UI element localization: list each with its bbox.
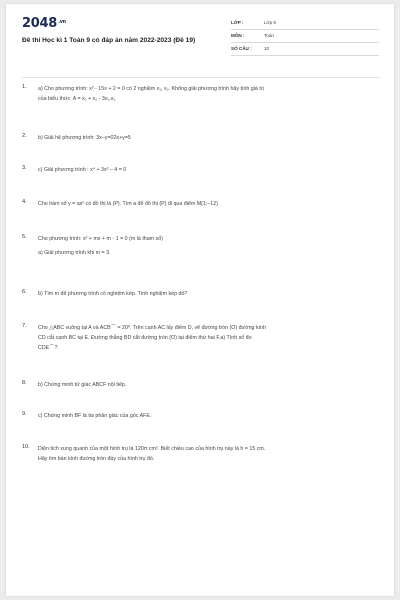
question-number: 4. — [22, 199, 27, 205]
question-body — [38, 165, 378, 175]
meta-row-subject — [231, 30, 379, 43]
meta-value: Lớp 9 — [264, 20, 276, 25]
question-number: 2. — [22, 133, 27, 139]
question-number: 9. — [22, 411, 27, 417]
question-text: CDE⌒? — [38, 345, 58, 351]
question-text: c) Giải phương trình : x⁴ + 3x² – 4 = 0 — [38, 167, 127, 173]
site-logo[interactable] — [22, 16, 66, 31]
question-text: b) Giải hệ phương trình: 3x–y=02x+y=5 — [38, 135, 131, 141]
question-number: 10. — [22, 444, 30, 450]
logo-suffix: .vn — [57, 19, 66, 25]
meta-value: 10 — [264, 46, 270, 51]
meta-row-grade — [231, 17, 379, 30]
question-body — [38, 444, 378, 464]
question-number: 6. — [22, 289, 27, 295]
meta-value: Toán — [264, 33, 274, 38]
question-number: 8. — [22, 380, 27, 386]
exam-meta — [231, 17, 379, 56]
question-number: 7. — [22, 323, 27, 329]
question-number: 5. — [22, 234, 27, 240]
meta-row-count — [231, 43, 379, 56]
question-text: Hãy tìm bán kính đường tròn đáy của hình trụ đó. — [38, 456, 155, 462]
document-page — [6, 4, 394, 596]
question-text: CD cắt cạnh BC tại E. Đường thẳng BD cắt đường tròn (O) tại điểm thứ hai F.a) Tính số đo — [38, 335, 252, 341]
question-text: b) Tìm m để phương trình có nghiệm kép. Tính nghiệm kép đó? — [38, 291, 188, 297]
question-text: Cho hàm số y = ax² có đồ thị là (P). Tìm a để đồ thị (P) đi qua điểm M(1;–12) — [38, 201, 218, 207]
question-text: b) Chứng minh tứ giác ABCF nội tiếp. — [38, 382, 127, 388]
question-body — [38, 84, 378, 104]
header-divider — [22, 77, 380, 78]
question-body — [38, 411, 378, 421]
question-body — [38, 289, 378, 299]
question-text: Diện tích xung quanh của một hình trụ là 120π cm². Biết chiều cao của hình trụ này là h = 15 cm. — [38, 446, 266, 452]
meta-label: LỚP : — [231, 20, 244, 25]
question-body — [38, 234, 378, 258]
question-body — [38, 199, 378, 209]
meta-label: MÔN : — [231, 33, 245, 38]
question-body — [38, 323, 378, 353]
logo-text: 2048 — [22, 16, 57, 31]
question-text: của biểu thức: A = x₁ + x₂ - 3x₁.x₂ — [38, 96, 116, 102]
question-text: Cho phương trình: x² + mx + m - 1 = 0 (m là tham số) — [38, 236, 163, 242]
question-number: 3. — [22, 165, 27, 171]
question-text: Cho △ABC vuông tại A và ACB⌒ = 20⁰. Trên cạnh AC lấy điểm D, vẽ đường tròn (O) đường kính — [38, 325, 266, 331]
meta-label: SỐ CÂU : — [231, 46, 252, 51]
question-text: a) Giải phương trình khi m = 3. — [38, 250, 111, 256]
question-text: a) Cho phương trình: x² - 15x + 2 = 0 có 2 nghiệm x₁, x₂. Không giải phương trình hãy tính giá trị — [38, 86, 264, 92]
exam-title: Đề thi Học kì 1 Toán 9 có đáp án năm 2022-2023 (Đề 19) — [22, 37, 196, 44]
document-header — [6, 4, 394, 70]
question-text: c) Chứng minh BF là tia phân giác của góc AFE. — [38, 413, 152, 419]
question-body — [38, 133, 378, 143]
question-number: 1. — [22, 84, 27, 90]
question-body — [38, 380, 378, 390]
